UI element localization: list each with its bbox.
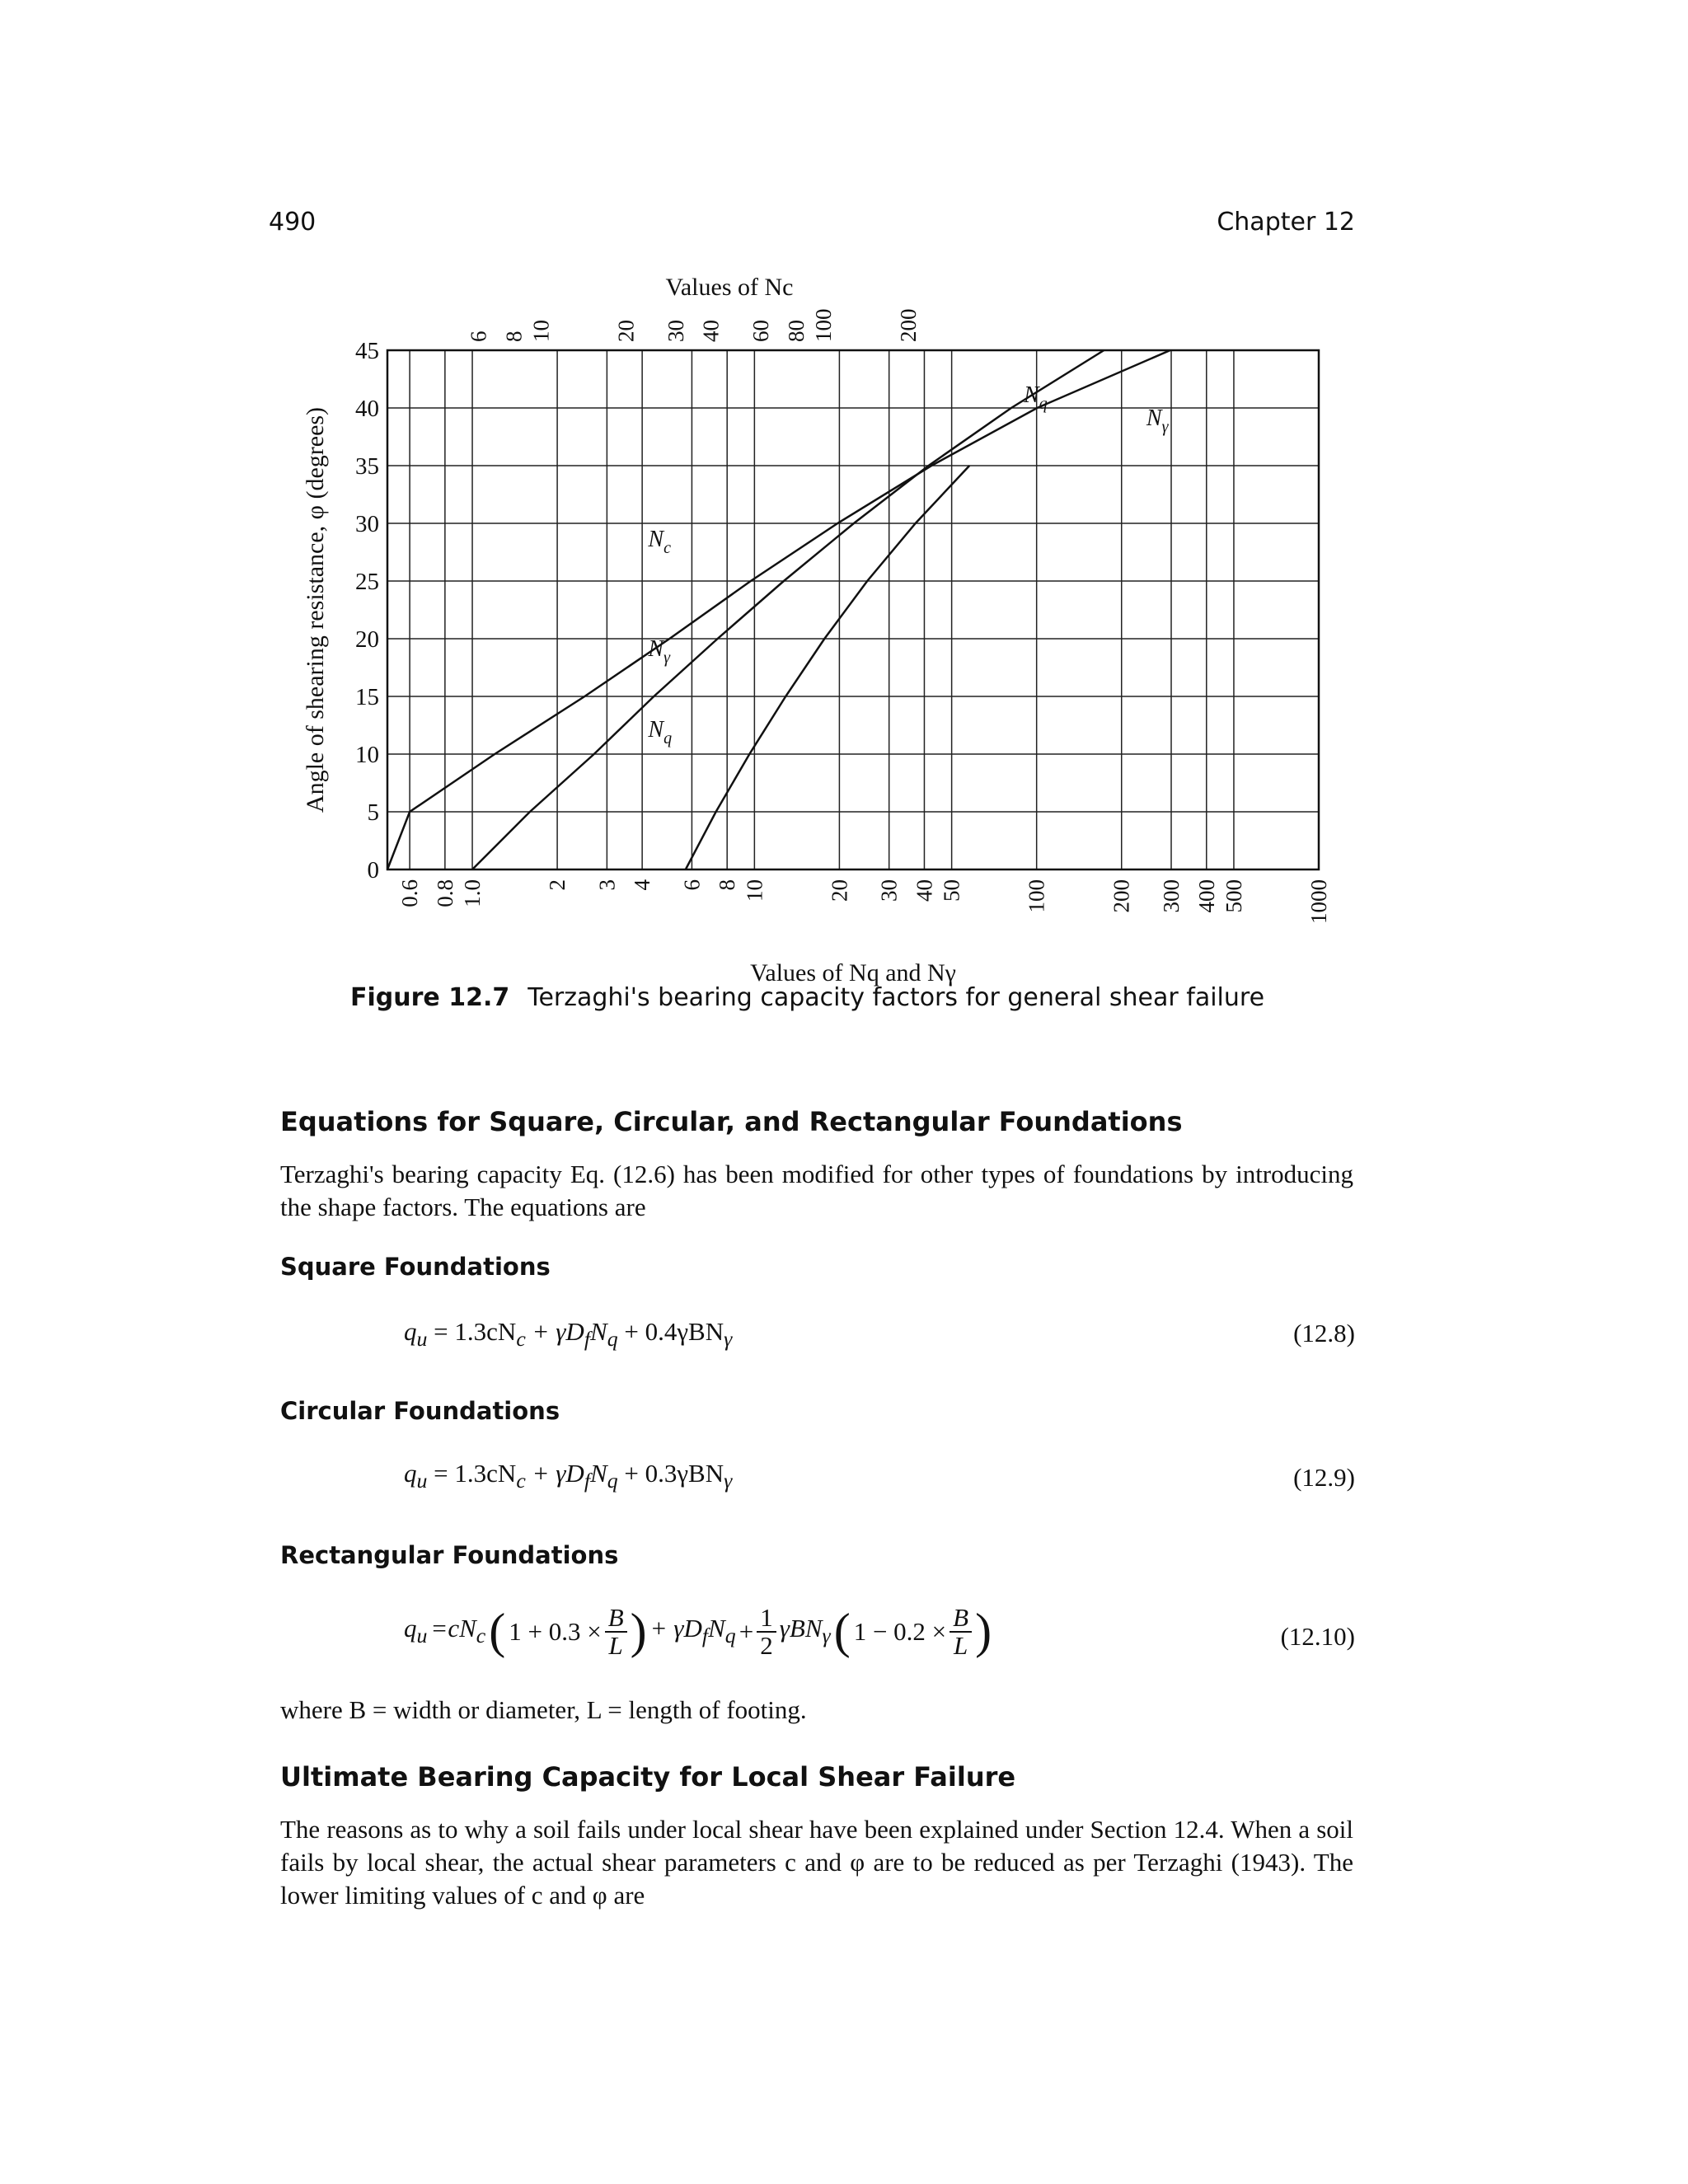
x-tick-label-top: 200 xyxy=(895,308,921,342)
section-body-equations: Terzaghi's bearing capacity Eq. (12.6) has been modified for other types of foundations by introducing the shape factors. The equations are xyxy=(280,1160,1353,1221)
x-tick-label-top: 80 xyxy=(783,320,809,342)
nq-curve xyxy=(472,350,1104,869)
equation-12-9: $q_u = 1.3cN_c + \gamma D_fN_q + 0.3\gamma BN_\gamma$ xyxy=(404,1459,733,1493)
x-tick-label-bottom: 400 xyxy=(1193,879,1219,913)
equation-number-12-9: (12.9) xyxy=(1293,1463,1355,1492)
x-tick-label-bottom: 20 xyxy=(827,879,852,902)
equation-12-8: $q_u = 1.3cN_c + \gamma D_fN_q + 0.4\gamma BN_\gamma$ xyxy=(404,1317,733,1352)
x-axis-label-bottom: Values of Nq and Nγ xyxy=(750,959,956,987)
x-tick-label-bottom: 500 xyxy=(1221,879,1246,913)
ngamma-curve xyxy=(387,350,1170,869)
y-tick-label: 40 xyxy=(355,396,379,422)
x-tick-label-top: 8 xyxy=(501,330,527,342)
plot-frame xyxy=(387,350,1319,869)
chapter-label: Chapter 12 xyxy=(1217,208,1355,237)
equation-12-10: $q_u$ $=cN_c$ ( 1 + 0.3 × $\frac{B}{L}$ ) + $\gamma D_fN_q$ + $\frac{1}{2}$ γBN$_\gamma$ ( 1 − 0.2 × $\frac{B}{L}$ ) xyxy=(404,1602,992,1660)
nq-label-low: $N_q$ xyxy=(648,717,673,748)
x-tick-label-bottom: 50 xyxy=(939,879,964,902)
circular-foundations-heading: Circular Foundations xyxy=(280,1397,560,1425)
section-heading-local-shear: Ultimate Bearing Capacity for Local Shear Failure xyxy=(280,1761,1016,1793)
nq-label-high: $N_q$ xyxy=(1024,382,1048,413)
section-body-local-shear: The reasons as to why a soil fails under local shear have been explained under Section 12.4. When a soil fails by local shear, the actual shear parameters c and φ are to be reduced as per Terzaghi (1943). The lower limiting values of c and φ are xyxy=(280,1815,1353,1910)
chart-svg xyxy=(302,272,1376,987)
x-tick-label-top: 6 xyxy=(466,330,491,342)
x-tick-label-top: 20 xyxy=(613,320,639,342)
x-tick-label-bottom: 2 xyxy=(545,879,570,891)
x-tick-label-bottom: 8 xyxy=(715,879,740,891)
where-clause: where B = width or diameter, L = length of footing. xyxy=(280,1695,807,1724)
figure-caption-label: Figure 12.7 xyxy=(350,983,510,1012)
x-tick-label-top: 60 xyxy=(748,320,773,342)
curve-labels xyxy=(647,382,1169,748)
x-tick-label-bottom: 1.0 xyxy=(460,879,485,907)
nc-label: $N_c$ xyxy=(648,527,671,557)
x-tick-label-bottom: 300 xyxy=(1159,879,1184,913)
x-tick-label-top: 100 xyxy=(810,308,836,342)
figure-caption-text: Terzaghi's bearing capacity factors for general shear failure xyxy=(528,983,1265,1012)
x-tick-label-bottom: 10 xyxy=(742,879,767,902)
y-tick-label: 0 xyxy=(367,857,379,883)
bearing-capacity-chart xyxy=(302,272,1376,987)
x-tick-label-bottom: 0.6 xyxy=(397,879,423,907)
figure-caption xyxy=(350,983,1264,1012)
y-tick-label: 25 xyxy=(355,569,379,595)
x-tick-label-bottom: 6 xyxy=(679,879,705,891)
equation-number-12-8: (12.8) xyxy=(1293,1319,1355,1347)
x-tick-label-top: 30 xyxy=(663,320,688,342)
x-tick-label-bottom: 100 xyxy=(1024,879,1049,913)
chart-curves xyxy=(387,350,1170,869)
y-tick-label: 35 xyxy=(355,453,379,480)
section-heading-equations: Equations for Square, Circular, and Rectangular Foundations xyxy=(280,1106,1183,1137)
y-tick-label: 10 xyxy=(355,742,379,768)
x-axis-label-top: Values of Nc xyxy=(665,274,794,301)
y-tick-label: 30 xyxy=(355,511,379,537)
y-tick-label: 20 xyxy=(355,626,379,653)
x-tick-label-top: 10 xyxy=(528,320,554,342)
nc-curve xyxy=(686,466,969,869)
x-tick-label-bottom: 1000 xyxy=(1306,879,1331,924)
page-number: 490 xyxy=(269,208,316,237)
x-tick-label-bottom: 40 xyxy=(912,879,937,902)
x-tick-label-bottom: 4 xyxy=(630,879,655,891)
y-tick-label: 5 xyxy=(367,799,379,826)
equation-number-12-10: (12.10) xyxy=(1280,1622,1355,1651)
square-foundations-heading: Square Foundations xyxy=(280,1253,551,1281)
y-tick-label: 45 xyxy=(355,338,379,364)
x-tick-label-bottom: 200 xyxy=(1109,879,1134,913)
x-tick-label-bottom: 3 xyxy=(594,879,620,891)
rectangular-foundations-heading: Rectangular Foundations xyxy=(280,1541,619,1569)
y-axis-label: Angle of shearing resistance, φ (degrees) xyxy=(302,406,329,813)
x-tick-label-bottom: 0.8 xyxy=(432,879,457,907)
ngamma-label-high: $N_\gamma$ xyxy=(1146,405,1169,436)
x-tick-label-bottom: 30 xyxy=(876,879,902,902)
chart-grid xyxy=(387,350,1319,869)
y-tick-label: 15 xyxy=(355,684,379,710)
chart-ticks xyxy=(355,309,1331,925)
x-tick-label-top: 40 xyxy=(698,320,724,342)
ngamma-label-low: $N_\gamma$ xyxy=(648,636,670,667)
